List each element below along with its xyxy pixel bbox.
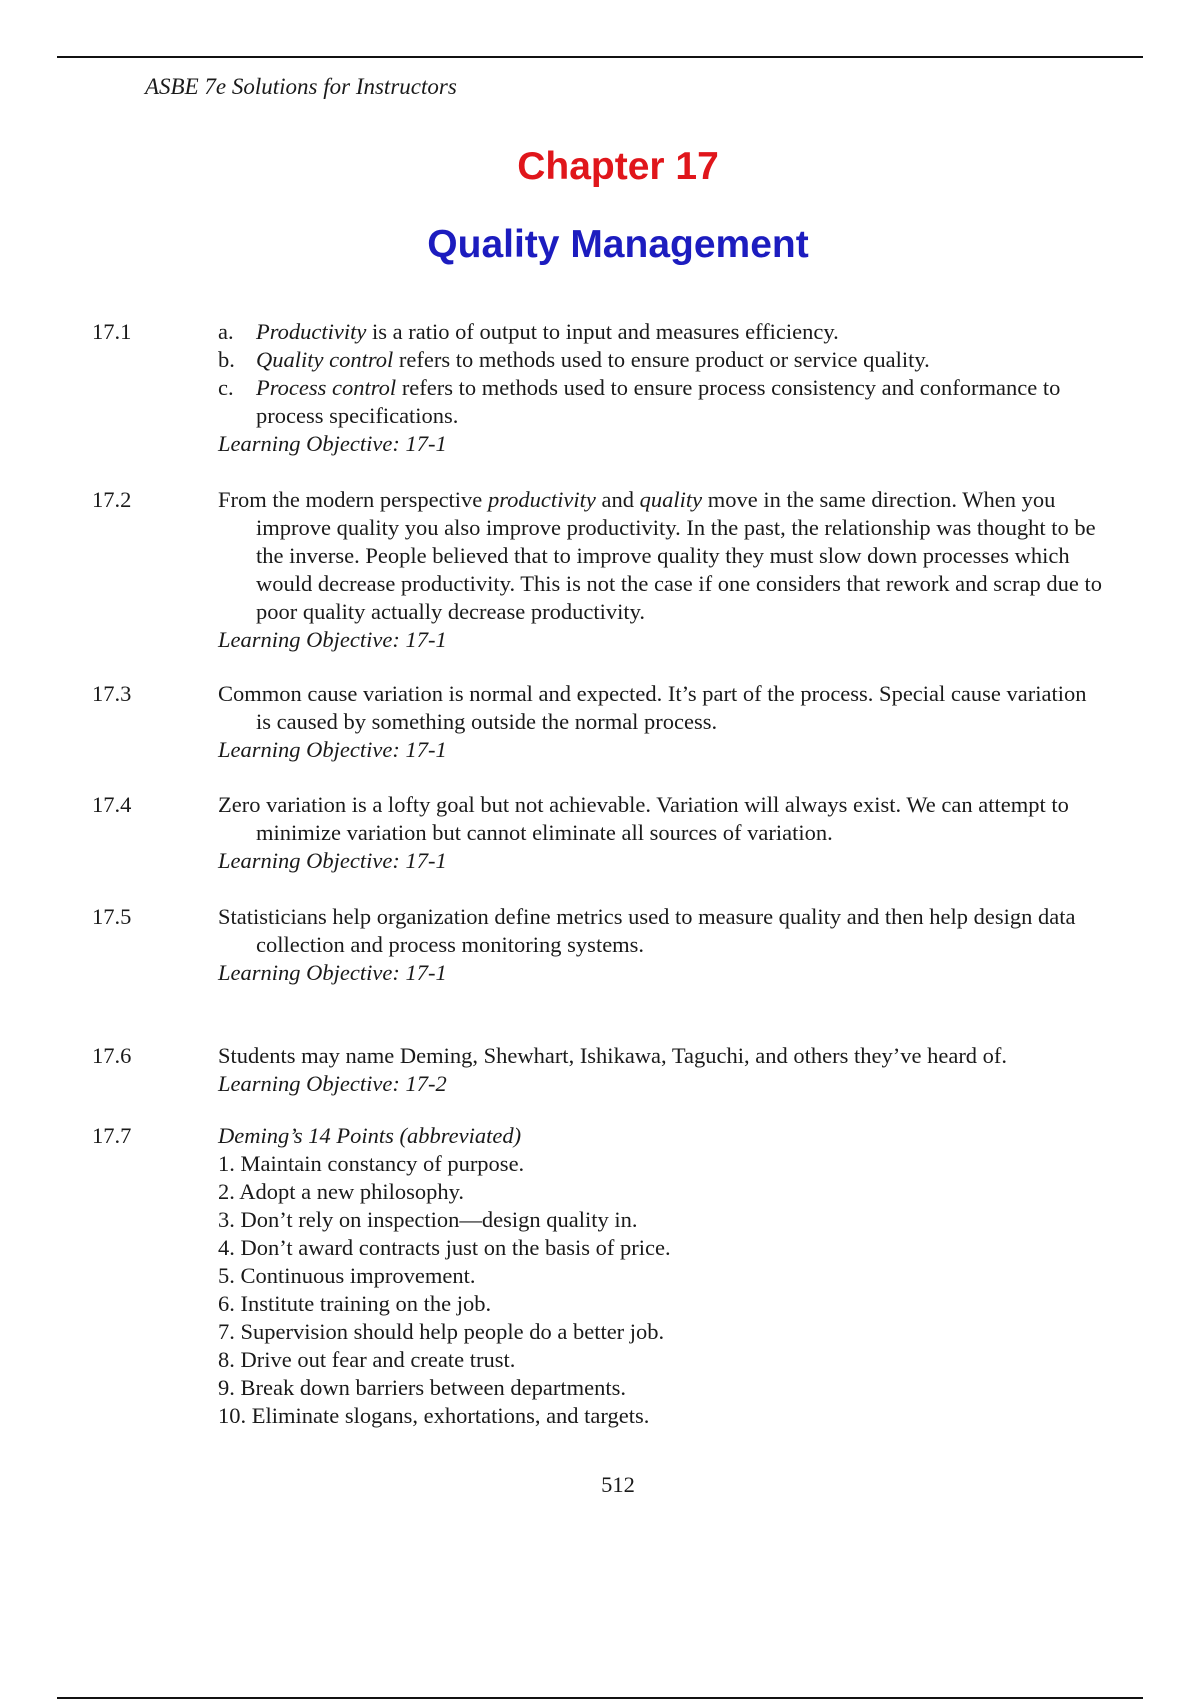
item-letter: a. bbox=[218, 319, 234, 344]
text-run: and bbox=[595, 487, 640, 512]
answer-text: Students may name Deming, Shewhart, Ishikawa, Taguchi, and others they’ve heard of. bbox=[218, 1043, 1008, 1068]
item-text: refers to methods used to ensure product or service quality. bbox=[393, 347, 930, 372]
list-item: 5. Continuous improvement. bbox=[218, 1263, 476, 1288]
list-item: 4. Don’t award contracts just on the basis of price. bbox=[218, 1235, 671, 1260]
answer-text: Common cause variation is normal and expected. It’s part of the process. Special cause variation is caused by something outside the normal process. bbox=[218, 681, 1087, 734]
problem-body bbox=[218, 1042, 1103, 1098]
list-item: 2. Adopt a new philosophy. bbox=[218, 1179, 465, 1204]
answer-text: Statisticians help organization define metrics used to measure quality and then help design data collection and process monitoring systems. bbox=[218, 904, 1076, 957]
term-quality: quality bbox=[639, 487, 703, 512]
learning-objective: Learning Objective: 17-1 bbox=[218, 431, 447, 456]
text-run: From the modern perspective bbox=[218, 487, 488, 512]
top-rule bbox=[57, 56, 1143, 58]
problem-number: 17.6 bbox=[92, 1043, 132, 1068]
item-term: Process control bbox=[256, 375, 397, 400]
item-letter: c. bbox=[218, 375, 234, 400]
learning-objective: Learning Objective: 17-1 bbox=[218, 737, 447, 762]
chapter-subtitle: Quality Management bbox=[427, 223, 809, 266]
list-item: 1. Maintain constancy of purpose. bbox=[218, 1151, 525, 1176]
running-head: ASBE 7e Solutions for Instructors bbox=[145, 74, 457, 99]
problem-body bbox=[218, 903, 1103, 987]
learning-objective: Learning Objective: 17-1 bbox=[218, 848, 447, 873]
item-term: Productivity bbox=[256, 319, 367, 344]
list-item: 9. Break down barriers between departments. bbox=[218, 1375, 626, 1400]
answer-text: Zero variation is a lofty goal but not achievable. Variation will always exist. We can attempt to minimize variation but cannot eliminate all sources of variation. bbox=[218, 792, 1069, 845]
list-item bbox=[218, 374, 1103, 430]
problem-number: 17.4 bbox=[92, 792, 132, 817]
problem-body bbox=[218, 318, 1103, 458]
problem-body bbox=[218, 680, 1103, 764]
answer-text bbox=[218, 486, 1103, 626]
text-run: move in the same direction. When you improve quality you also improve productivity. In the past, the relationship was thought to be the inverse. People believed that to improve quality they must slow down processes which would decrease productivity. This is not the case if one considers that rework and scrap due to poor quality actually decrease productivity. bbox=[256, 487, 1103, 624]
list-heading: Deming’s 14 Points (abbreviated) bbox=[218, 1123, 522, 1148]
problem-number: 17.3 bbox=[92, 681, 132, 706]
bottom-rule bbox=[57, 1697, 1143, 1699]
list-item bbox=[218, 318, 1103, 346]
page-number: 512 bbox=[601, 1472, 635, 1497]
item-letter: b. bbox=[218, 347, 235, 372]
item-term: Quality control bbox=[256, 347, 394, 372]
problem-number: 17.1 bbox=[92, 319, 132, 344]
list-item: 8. Drive out fear and create trust. bbox=[218, 1347, 516, 1372]
chapter-title: Chapter 17 bbox=[517, 145, 719, 188]
term-productivity: productivity bbox=[487, 487, 596, 512]
list-item: 10. Eliminate slogans, exhortations, and targets. bbox=[218, 1403, 650, 1428]
learning-objective: Learning Objective: 17-1 bbox=[218, 627, 447, 652]
learning-objective: Learning Objective: 17-2 bbox=[218, 1071, 447, 1096]
problem-number: 17.5 bbox=[92, 904, 132, 929]
list-item: 3. Don’t rely on inspection—design quality in. bbox=[218, 1207, 638, 1232]
problem-body bbox=[218, 791, 1103, 875]
problem-number: 17.2 bbox=[92, 487, 132, 512]
problem-body bbox=[218, 1122, 1103, 1430]
item-text: refers to methods used to ensure process consistency and conformance to process specifications. bbox=[256, 375, 1061, 428]
problem-number: 17.7 bbox=[92, 1123, 132, 1148]
item-text: is a ratio of output to input and measures efficiency. bbox=[366, 319, 839, 344]
learning-objective: Learning Objective: 17-1 bbox=[218, 960, 447, 985]
list-item bbox=[218, 346, 1103, 374]
list-item: 6. Institute training on the job. bbox=[218, 1291, 492, 1316]
list-item: 7. Supervision should help people do a better job. bbox=[218, 1319, 665, 1344]
problem-body bbox=[218, 486, 1103, 654]
